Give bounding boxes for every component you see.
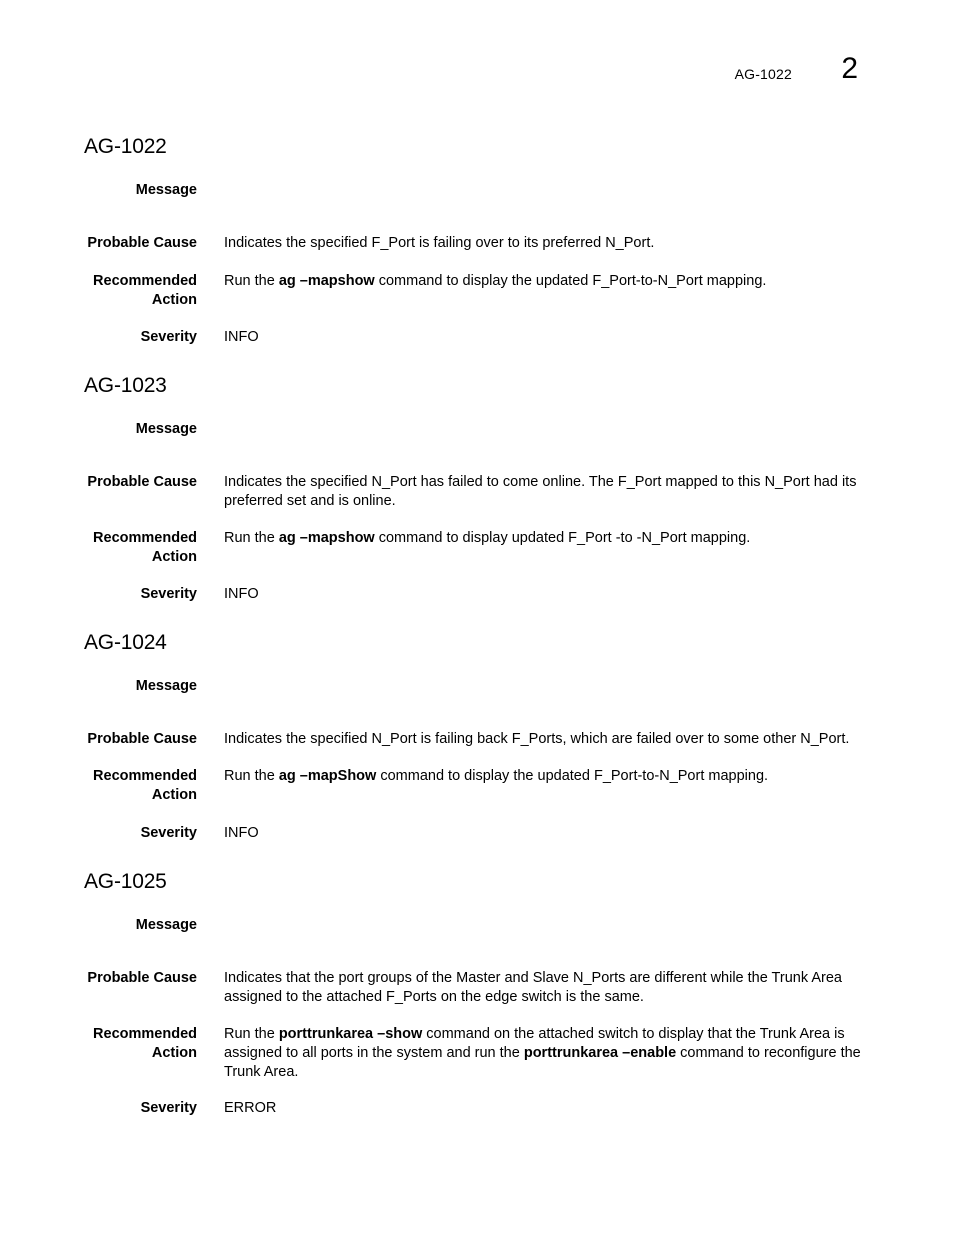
recommended-action-text: Run the ag –mapshow command to display updated F_Port -to -N_Port mapping.: [224, 530, 751, 546]
command-text: porttrunkarea –show: [278, 1026, 423, 1042]
probable-cause-text: Indicates the specified N_Port has failed to come online. The F_Port mapped to this N_Port had its preferred set and is online.: [224, 474, 857, 509]
command-text: ag –mapShow: [278, 768, 377, 784]
recommended-action-label: Recommended Action: [93, 530, 197, 565]
message-label: Message: [135, 182, 197, 198]
severity-value: INFO: [224, 586, 259, 602]
probable-cause-text: Indicates that the port groups of the Master and Slave N_Ports are different while the Trunk Area assigned to the attached F_Ports on the edge switch is the same.: [224, 970, 842, 1005]
entry-ag-1025: [84, 870, 874, 1116]
recommended-action-label: Recommended Action: [93, 1026, 197, 1061]
probable-cause-label: Probable Cause: [87, 731, 197, 747]
recommended-action-label: Recommended Action: [93, 768, 197, 803]
severity-value: ERROR: [224, 1100, 277, 1116]
probable-cause-text: Indicates the specified F_Port is failing over to its preferred N_Port.: [224, 235, 655, 251]
running-header: [640, 52, 860, 98]
entry-title: AG-1023: [84, 374, 167, 397]
severity-label: Severity: [140, 586, 197, 602]
probable-cause-label: Probable Cause: [87, 474, 197, 490]
probable-cause-text: Indicates the specified N_Port is failing back F_Ports, which are failed over to some other N_Port.: [224, 731, 850, 747]
probable-cause-label: Probable Cause: [87, 235, 197, 251]
entry-ag-1024: [84, 631, 874, 841]
running-title: AG-1022: [734, 66, 792, 82]
severity-value: INFO: [224, 329, 259, 345]
severity-value: INFO: [224, 825, 259, 841]
command-text: ag –mapshow: [278, 530, 375, 546]
entry-title: AG-1025: [84, 870, 167, 893]
message-label: Message: [135, 421, 197, 437]
entry-ag-1022: [84, 135, 874, 345]
severity-label: Severity: [140, 329, 197, 345]
probable-cause-label: Probable Cause: [87, 970, 197, 986]
message-label: Message: [135, 917, 197, 933]
entry-title: AG-1024: [84, 631, 167, 654]
entry-title: AG-1022: [84, 135, 167, 158]
recommended-action-label: Recommended Action: [93, 273, 197, 308]
severity-label: Severity: [140, 1100, 197, 1116]
chapter-number: 2: [841, 52, 858, 85]
recommended-action-text: Run the porttrunkarea –show command on the attached switch to display that the Trunk Area is assigned to all ports in the system and run the porttrunkarea –enable command to reconfigure the Trunk Area.: [224, 1026, 861, 1080]
entry-ag-1023: [84, 374, 874, 602]
command-text-2: porttrunkarea –enable: [523, 1045, 677, 1061]
message-label: Message: [135, 678, 197, 694]
recommended-action-text: Run the ag –mapshow command to display the updated F_Port-to-N_Port mapping.: [224, 273, 767, 289]
severity-label: Severity: [140, 825, 197, 841]
recommended-action-text: Run the ag –mapShow command to display the updated F_Port-to-N_Port mapping.: [224, 768, 769, 784]
command-text: ag –mapshow: [278, 273, 375, 289]
